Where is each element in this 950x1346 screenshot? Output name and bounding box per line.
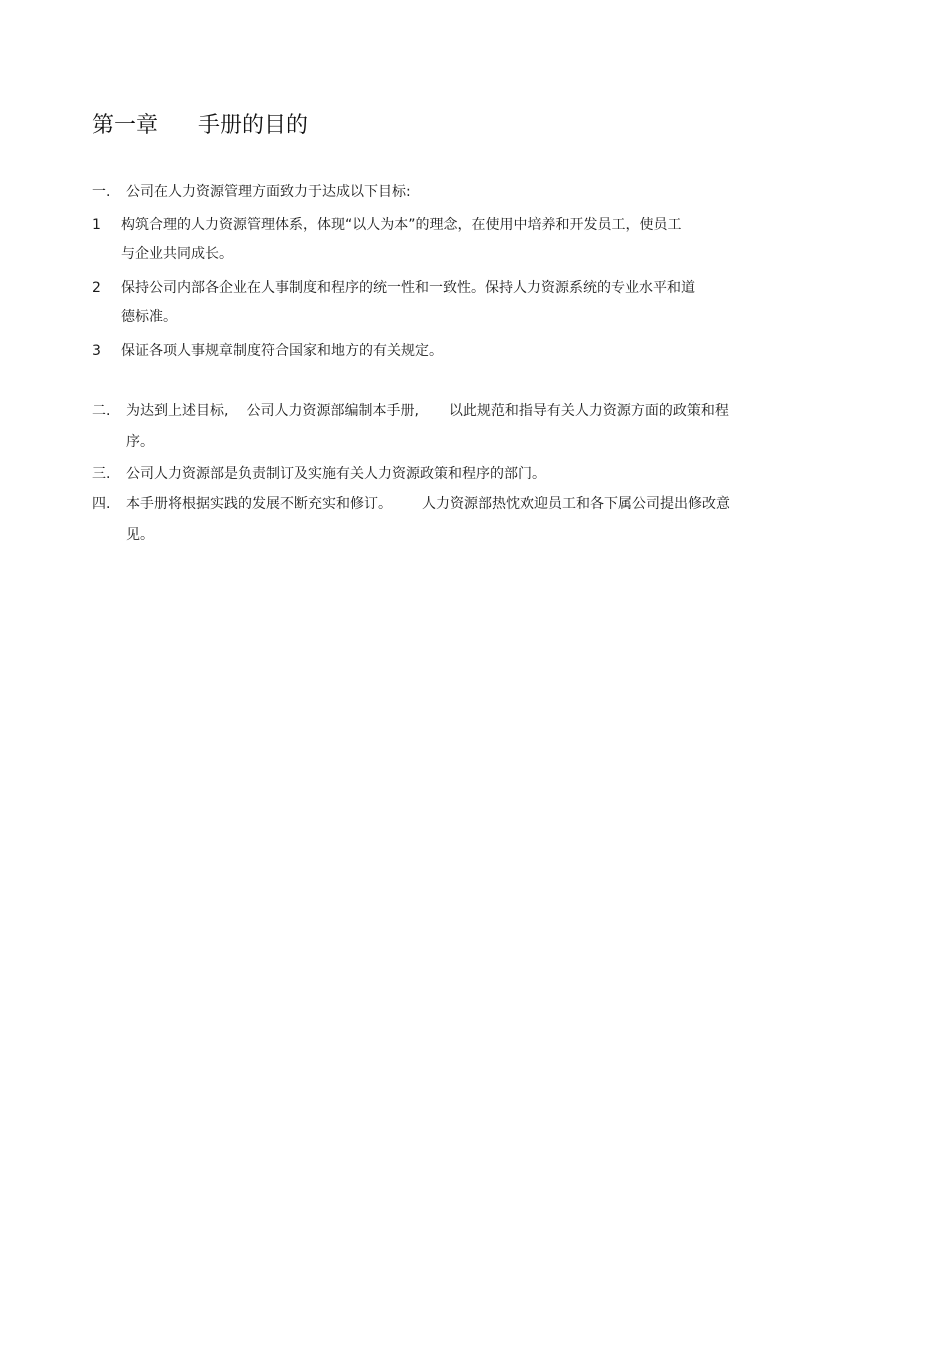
- section-1-marker: 一.: [92, 184, 111, 200]
- section-2-part-1: 为达到上述目标,: [126, 403, 229, 419]
- section-4-marker: 四.: [92, 496, 111, 512]
- section-2-part-2: 公司人力资源部编制本手册,: [246, 403, 419, 419]
- item-1-line-1: 构筑合理的人力资源管理体系，体现“以人为本”的理念，在使用中培养和开发员工，使员工: [121, 217, 682, 233]
- item-3-line-1: 保证各项人事规章制度符合国家和地方的有关规定。: [121, 343, 443, 359]
- chapter-title: 手册的目的: [198, 113, 309, 138]
- chapter-number: 第一章: [92, 113, 159, 138]
- section-3-marker: 三.: [92, 466, 111, 482]
- item-2-line-1: 保持公司内部各企业在人事制度和程序的统一性和一致性。保持人力资源系统的专业水平和道: [121, 280, 695, 296]
- section-4-part-2: 人力资源部热忱欢迎员工和各下属公司提出修改意: [422, 496, 730, 512]
- section-4-line-1: [126, 495, 730, 513]
- section-2-marker: 二.: [92, 403, 111, 419]
- section-4-part-1: 本手册将根据实践的发展不断充实和修订。: [126, 496, 392, 512]
- section-4-line-2: 见。: [126, 527, 154, 543]
- section-2-line-2: 序。: [126, 434, 154, 450]
- item-1-line-2: 与企业共同成长。: [121, 246, 233, 262]
- chapter-heading: [92, 112, 308, 140]
- section-3-text: 公司人力资源部是负责制订及实施有关人力资源政策和程序的部门。: [126, 466, 546, 482]
- section-2-line-1: [126, 402, 729, 420]
- item-2-line-2: 德标准。: [121, 309, 177, 325]
- section-1-text: 公司在人力资源管理方面致力于达成以下目标:: [126, 184, 411, 200]
- item-2-marker: 2: [92, 280, 101, 296]
- item-3-marker: 3: [92, 343, 101, 359]
- item-1-marker: 1: [92, 217, 101, 233]
- section-2-part-3: 以此规范和指导有关人力资源方面的政策和程: [448, 403, 729, 419]
